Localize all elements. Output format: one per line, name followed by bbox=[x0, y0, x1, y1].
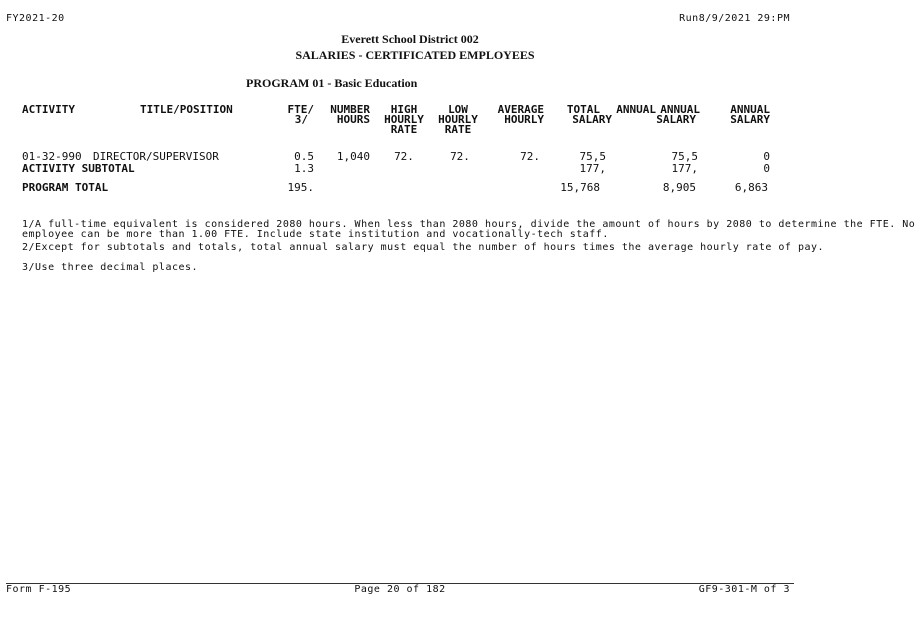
subtotal-label: ACTIVITY SUBTOTAL bbox=[22, 162, 135, 175]
footnote-2: 2/Except for subtotals and totals, total annual salary must equal the number of hours times the average hourly rate of pay. bbox=[22, 242, 825, 253]
page-number: Page 20 of 182 bbox=[354, 584, 446, 595]
cell-title: DIRECTOR/SUPERVISOR bbox=[93, 150, 219, 163]
program-total-total: 15,768 bbox=[560, 181, 600, 194]
footnote-3: 3/Use three decimal places. bbox=[22, 262, 199, 273]
cell-fte: 0.5 bbox=[294, 150, 314, 163]
col-average-1: AVERAGE bbox=[497, 103, 544, 116]
col-title: TITLE/POSITION bbox=[140, 103, 233, 116]
col-high-1: HIGH bbox=[390, 103, 418, 116]
col-high-3: RATE bbox=[390, 123, 418, 136]
fiscal-year: FY2021-20 bbox=[6, 13, 65, 24]
run-date: Run8/9/2021 29:PM bbox=[679, 13, 790, 24]
col-annual-a-1: ANNUAL bbox=[616, 103, 656, 116]
col-activity: ACTIVITY bbox=[22, 103, 75, 116]
subtotal-annual-a: 177, bbox=[671, 162, 698, 175]
footnote-1a: 1/A full-time equivalent is considered 2080 hours. When less than 2080 hours, divide the amount of hours by 2080 to determine the FTE. No bbox=[22, 219, 915, 230]
district-name: Everett School District 002 bbox=[341, 32, 479, 46]
cell-activity: 01-32-990 bbox=[22, 150, 82, 163]
footnote-1b: employee can be more than 1.00 FTE. Include state institution and vocationally-tech staff. bbox=[22, 229, 609, 240]
col-fte-2: 3/ bbox=[294, 113, 308, 126]
col-low-3: RATE bbox=[444, 123, 472, 136]
cell-average: 72. bbox=[520, 150, 540, 163]
subtotal-fte: 1.3 bbox=[294, 162, 314, 175]
program-title: PROGRAM 01 - Basic Education bbox=[246, 76, 418, 90]
subtotal-annual-b: 0 bbox=[763, 162, 770, 175]
program-total-label: PROGRAM TOTAL bbox=[22, 181, 109, 194]
cell-number: 1,040 bbox=[336, 150, 370, 163]
col-total-1: TOTAL bbox=[566, 103, 600, 116]
form-number: Form F-195 bbox=[6, 584, 72, 595]
col-low-1: LOW bbox=[448, 103, 468, 116]
col-high-2: HOURLY bbox=[384, 113, 424, 126]
col-fte-1: FTE/ bbox=[287, 103, 314, 116]
col-number-2: HOURS bbox=[336, 113, 370, 126]
col-annual-c-2: SALARY bbox=[730, 113, 770, 126]
cell-high: 72. bbox=[394, 150, 414, 163]
col-annual-c-1: ANNUAL bbox=[730, 103, 770, 116]
report-title: SALARIES - CERTIFICATED EMPLOYEES bbox=[295, 48, 535, 62]
program-total-annual-a: 8,905 bbox=[662, 181, 696, 194]
cell-low: 72. bbox=[450, 150, 470, 163]
report-code: GF9-301-M of 3 bbox=[698, 584, 790, 595]
cell-annual-b: 0 bbox=[763, 150, 770, 163]
col-total-2: SALARY bbox=[572, 113, 612, 126]
col-number-1: NUMBER bbox=[330, 103, 370, 116]
col-annual-a-2: SALARY bbox=[656, 113, 696, 126]
program-total-fte: 195. bbox=[287, 181, 314, 194]
col-annual-b-1: ANNUAL bbox=[660, 103, 700, 116]
col-low-2: HOURLY bbox=[438, 113, 478, 126]
cell-annual-a: 75,5 bbox=[671, 150, 698, 163]
col-average-2: HOURLY bbox=[504, 113, 544, 126]
subtotal-total: 177, bbox=[579, 162, 606, 175]
cell-total: 75,5 bbox=[579, 150, 606, 163]
program-total-annual-b: 6,863 bbox=[734, 181, 768, 194]
